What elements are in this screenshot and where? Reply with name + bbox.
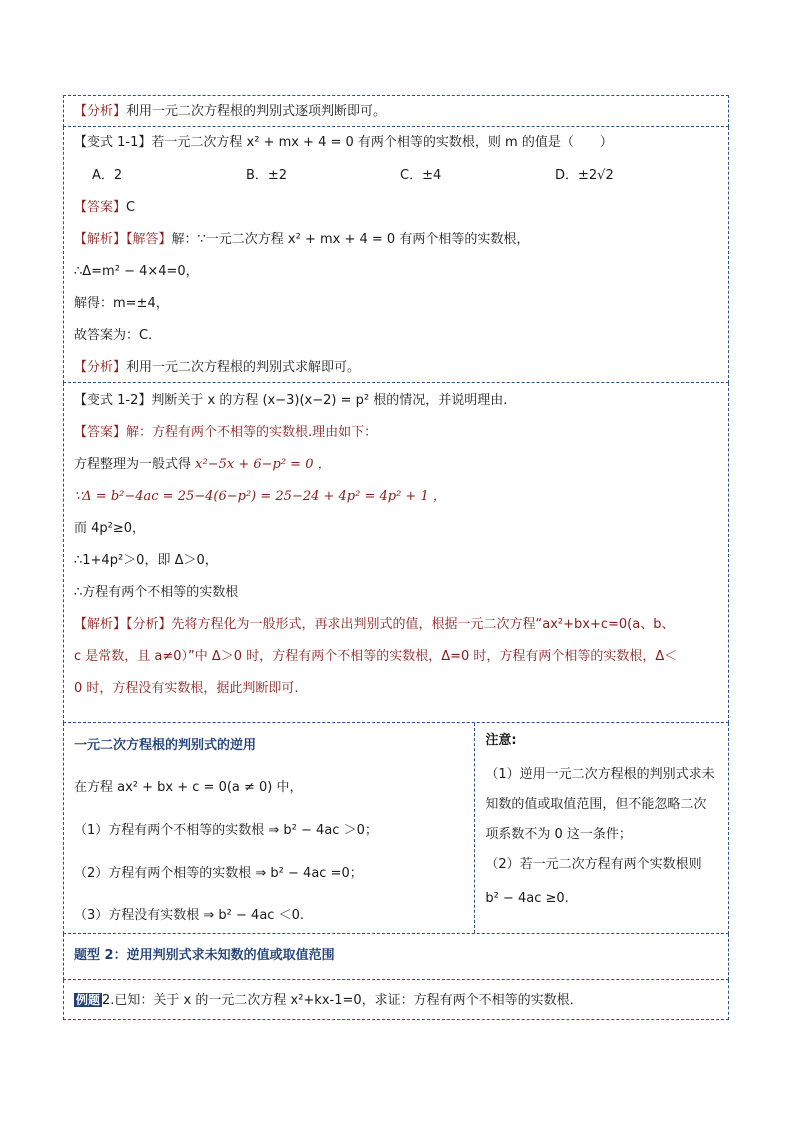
analysis-line-2 (74, 358, 360, 378)
knowledge-left (64, 723, 475, 933)
content-table (63, 95, 729, 1020)
answer-line-2 (74, 423, 377, 443)
variant-1-2-question (74, 391, 507, 411)
note-line-3: 项系数不为 0 这一条件； (485, 827, 632, 842)
note-line-2: 知数的值或取值范围，但不能忽略二次 (485, 797, 707, 812)
question-type-row (63, 934, 729, 980)
answer-label: 【答案】 (74, 200, 127, 215)
note-line-5: b² − 4ac ≥0. (485, 891, 569, 906)
analysis-text-3c: 0 时，方程没有实数根，据此判断即可. (74, 681, 299, 696)
knowledge-block (63, 723, 729, 934)
note-line-1: （1）逆用一元二次方程根的判别式求未 (485, 767, 715, 782)
analysis-row (63, 95, 729, 127)
variant-1-2-label: 【变式 1-2】 (74, 393, 152, 408)
option-d: D．±2√2 (555, 168, 614, 183)
general-form-prefix: 方程整理为一般式得 (74, 457, 192, 472)
analysis-line-3 (74, 615, 674, 635)
example-row (63, 980, 729, 1020)
answer-line (74, 198, 135, 218)
step-positive: ∴1+4p²＞0，即 Δ＞0， (74, 553, 218, 568)
knowledge-item-2: （2）方程有两个相等的实数根 ⇒ b² − 4ac =0； (74, 866, 363, 881)
analysis-label-3: 【解析】【分析】 (74, 617, 172, 632)
general-form-equation: x²−5x + 6−p² = 0 ， (195, 457, 331, 472)
option-b: B．±2 (246, 168, 288, 183)
variant-1-1-question (74, 133, 613, 153)
analysis-line (74, 102, 386, 122)
solution-text: 解：∵一元二次方程 x² + mx + 4 = 0 有两个相等的实数根， (171, 232, 530, 247)
example-tag: 例题 (76, 993, 101, 1007)
note-title: 注意: (485, 733, 517, 748)
option-a: A．2 (92, 168, 123, 183)
analysis-text-3b: c 是常数，且 a≠0）”中 Δ＞0 时，方程有两个不相等的实数根，Δ=0 时，方程有两个相等的实数根，Δ＜ (74, 649, 678, 664)
analysis-text-3a: 先将方程化为一般形式，再求出判别式的值，根据一元二次方程“ax²+bx+c=0(a、b、 (171, 617, 675, 632)
analysis-text: 利用一元二次方程根的判别式逐项判断即可。 (126, 104, 387, 119)
solution-step-2: 解得：m=±4， (74, 296, 169, 311)
question-type-heading: 题型 2：逆用判别式求未知数的值或取值范围 (74, 948, 335, 963)
discriminant-line: ∵Δ = b²−4ac = 25−4(6−p²) = 25−24 + 4p² = 4p² + 1 ， (74, 489, 446, 504)
example-line (74, 990, 583, 1011)
conclusion-line: ∴方程有两个不相等的实数根 (74, 585, 239, 600)
solution-step-1: ∴Δ=m² − 4×4=0， (74, 264, 199, 279)
answer-text: C (126, 200, 136, 215)
step-nonnegative: 而 4p²≥0， (74, 521, 146, 536)
answer-label-2: 【答案】 (74, 425, 127, 440)
variant-1-2-text: 判断关于 x 的方程 (x−3)(x−2) = p² 根的情况，并说明理由. (151, 393, 508, 408)
knowledge-heading: 一元二次方程根的判别式的逆用 (74, 738, 257, 753)
variant-1-1-label: 【变式 1-1】 (74, 135, 152, 150)
solution-label: 【解析】【解答】 (74, 232, 172, 247)
knowledge-item-3: （3）方程没有实数根 ⇒ b² − 4ac ＜0. (74, 908, 304, 923)
answer-text-2: 解：方程有两个不相等的实数根.理由如下： (126, 425, 378, 440)
solution-step-3: 故答案为：C． (74, 328, 162, 343)
analysis-label: 【分析】 (74, 104, 127, 119)
variant-1-1-block (63, 127, 729, 383)
example-text: 2.已知：关于 x 的一元二次方程 x²+kx-1=0，求证：方程有两个不相等的实数根． (102, 993, 583, 1008)
knowledge-intro: 在方程 ax² + bx + c = 0(a ≠ 0) 中， (74, 780, 303, 795)
note-line-4: （2）若一元二次方程有两个实数根则 (485, 857, 702, 872)
option-c: C．±4 (400, 168, 442, 183)
analysis-text-2: 利用一元二次方程根的判别式求解即可。 (126, 360, 361, 375)
note-panel (475, 723, 728, 933)
knowledge-item-1: （1）方程有两个不相等的实数根 ⇒ b² − 4ac ＞0； (74, 823, 378, 838)
solution-line (74, 230, 529, 250)
variant-1-1-text: 若一元二次方程 x² + mx + 4 = 0 有两个相等的实数根，则 m 的值是（ ） (151, 135, 613, 150)
variant-1-2-block (63, 383, 729, 723)
analysis-label-2: 【分析】 (74, 360, 127, 375)
general-form-line (74, 455, 331, 475)
